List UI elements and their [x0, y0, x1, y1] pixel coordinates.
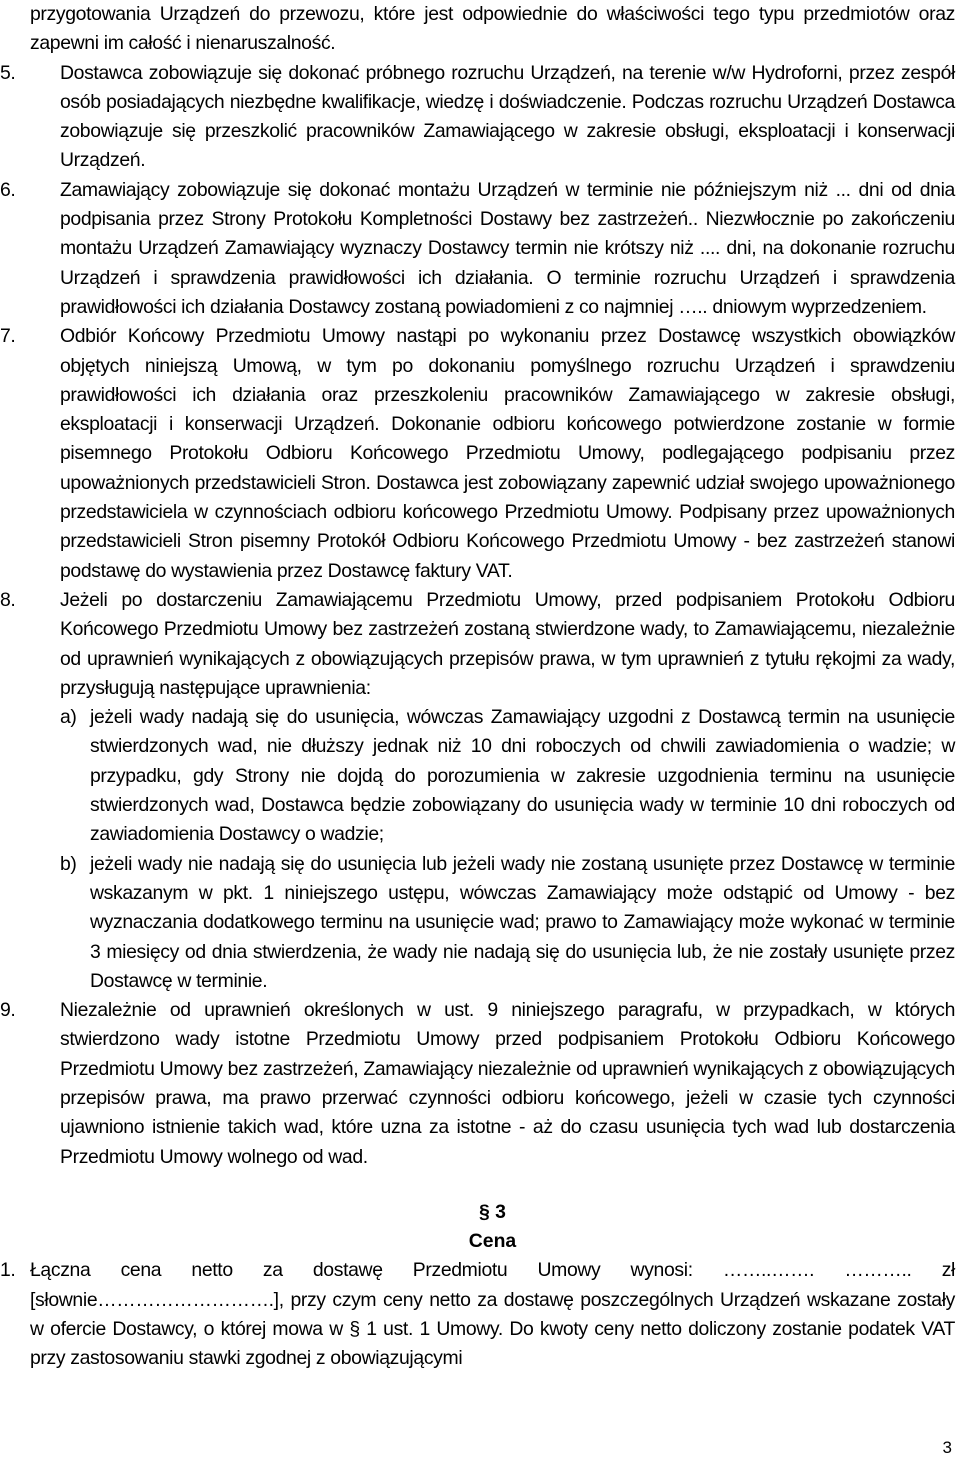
- list-item-text: Niezależnie od uprawnień określonych w ust. 9 niniejszego paragrafu, w przypadkach, w których stwierdzono wady istotne Przedmiotu Umowy przed podpisaniem Protokołu Odbioru Końcowego Przedmiotu Umowy bez zastrzeżeń, Zamawiający niezależnie od uprawnień wynikających z obowiązujących przepisów prawa, ma prawo przerwać czynności odbioru końcowego, jeżeli w czasie tych czynności ujawniono istnienie takich wad, które uzna za istotne - aż do czasu usunięcia tych wad lub dostarczenia Przedmiotu Umowy wolnego od wad.: [60, 999, 955, 1168]
- sub-item-b: [60, 850, 955, 996]
- page-number: 3: [942, 1438, 952, 1457]
- list-number: 1.: [0, 1259, 16, 1282]
- list-number: 6.: [0, 178, 16, 201]
- list-item-text: Zamawiający zobowiązuje się dokonać montażu Urządzeń w terminie nie późniejszym niż ... dni od dnia podpisania przez Strony Protokołu Kompletności Dostawy bez zastrzeżeń.. Niezwłocznie po zakończeniu montażu Urządzeń Zamawiający wyznaczy Dostawcy termin nie krótszy niż .... dni, na dokonanie rozruchu Urządzeń i sprawdzenia prawidłowości ich działania. O terminie rozruchu Urządzeń i sprawdzenia prawidłowości ich działania Dostawcy zostaną powiadomieni z co najmniej ….. dniowym wyprzedzeniem.: [60, 178, 955, 318]
- list-item-text: Dostawca zobowiązuje się dokonać próbnego rozruchu Urządzeń, na terenie w/w Hydroforni, przez zespół osób posiadających niezbędne kwalifikacje, wiedzę i doświadczenie. Podczas rozruchu Urządzeń Dostawca zobowiązuje się przeszkolić pracowników Zamawiającego w zakresie obsługi, eksploatacji i konserwacji Urządzeń.: [60, 61, 955, 172]
- sub-item-a: [60, 703, 955, 849]
- list-item-7: [0, 322, 955, 586]
- list-item-5: [0, 59, 955, 176]
- price-item-text: Łączna cena netto za dostawę Przedmiotu Umowy wynosi: ……..……. ……….. zł [słownie……………………….], przy czym ceny netto za dostawę poszczególnych Urządzeń wskazane zostały w ofercie Dostawcy, o której mowa w § 1 ust. 1 Umowy. Do kwoty ceny netto doliczony zostanie podatek VAT przy zastosowaniu stawki zgodnej z obowiązującymi: [30, 1259, 955, 1370]
- list-item-6: [0, 176, 955, 322]
- list-item-text: Jeżeli po dostarczeniu Zamawiającemu Przedmiotu Umowy, przed podpisaniem Protokołu Odbioru Końcowego Przedmiotu Umowy bez zastrzeżeń zostaną stwierdzone wady, to Zamawiającemu, niezależnie od uprawnień wynikających z obowiązujących przepisów prawa, w tym uprawnień z tytułu rękojmi za wady, przysługują następujące uprawnienia:: [60, 588, 955, 699]
- section-spacer: [30, 1172, 955, 1198]
- intro-paragraph: przygotowania Urządzeń do przewozu, które jest odpowiednie do właściwości tego typu przedmiotów oraz zapewni im całość i nienaruszalność.: [30, 3, 955, 55]
- list-item-9: [0, 996, 955, 1172]
- list-number: 9.: [0, 999, 16, 1022]
- list-number: 5.: [0, 61, 16, 84]
- price-item-1: [0, 1256, 955, 1373]
- list-item-8: [0, 586, 955, 996]
- sub-item-label: b): [60, 852, 77, 875]
- section-symbol: § 3: [479, 1200, 506, 1223]
- section-title: Cena: [468, 1230, 517, 1253]
- sub-item-label: a): [60, 706, 77, 729]
- sub-list: [60, 703, 955, 996]
- list-number: 8.: [0, 588, 16, 611]
- list-item-text: Odbiór Końcowy Przedmiotu Umowy nastąpi po wykonaniu przez Dostawcę wszystkich obowiązków objętych niniejszą Umową, w tym po dokonaniu pomyślnego rozruchu Urządzeń i sprawdzeniu prawidłowości ich działania oraz przeszkoleniu pracowników Zamawiającego w zakresie obsługi, eksploatacji i konserwacji Urządzeń. Dokonanie odbioru końcowego potwierdzone zostanie w formie pisemnego Protokołu Odbioru Końcowego Przedmiotu Umowy, podlegającego podpisaniu przez upoważnionych przedstawicieli Stron. Dostawca jest zobowiązany zapewnić udział swojego upoważnionego przedstawiciela w czynnościach odbioru końcowego Przedmiotu Umowy. Podpisany przez upoważnionych przedstawicieli Stron pisemny Protokół Odbioru Końcowego Przedmiotu Umowy - bez zastrzeżeń stanowi podstawę do wystawienia przez Dostawcę faktury VAT.: [60, 325, 955, 582]
- sub-item-text: jeżeli wady nadają się do usunięcia, wówczas Zamawiający uzgodni z Dostawcą termin na usunięcie stwierdzonych wad, nie dłuższy jednak niż 10 dni roboczych od chwili zawiadomienia o wadzie; w przypadku, gdy Strony nie dojdą do porozumienia w zakresie uzgodnienia terminu na usunięcie stwierdzonych wad, Dostawca będzie zobowiązany do usunięcia wady w terminie 10 dni roboczych od zawiadomienia Dostawcy o wadzie;: [90, 706, 955, 846]
- sub-item-text: jeżeli wady nie nadają się do usunięcia lub jeżeli wady nie zostaną usunięte przez Dostawcę w terminie wskazanym w pkt. 1 niniejszego ustępu, wówczas Zamawiający może odstąpić od Umowy - bez wyznaczania dodatkowego terminu na usunięcie wad; prawo to Zamawiający może wykonać w terminie 3 miesięcy od dnia stwierdzenia, że wady nie nadają się do usunięcia lub, że nie zostały usunięte przez Dostawcę w terminie.: [90, 852, 955, 992]
- list-number: 7.: [0, 325, 16, 348]
